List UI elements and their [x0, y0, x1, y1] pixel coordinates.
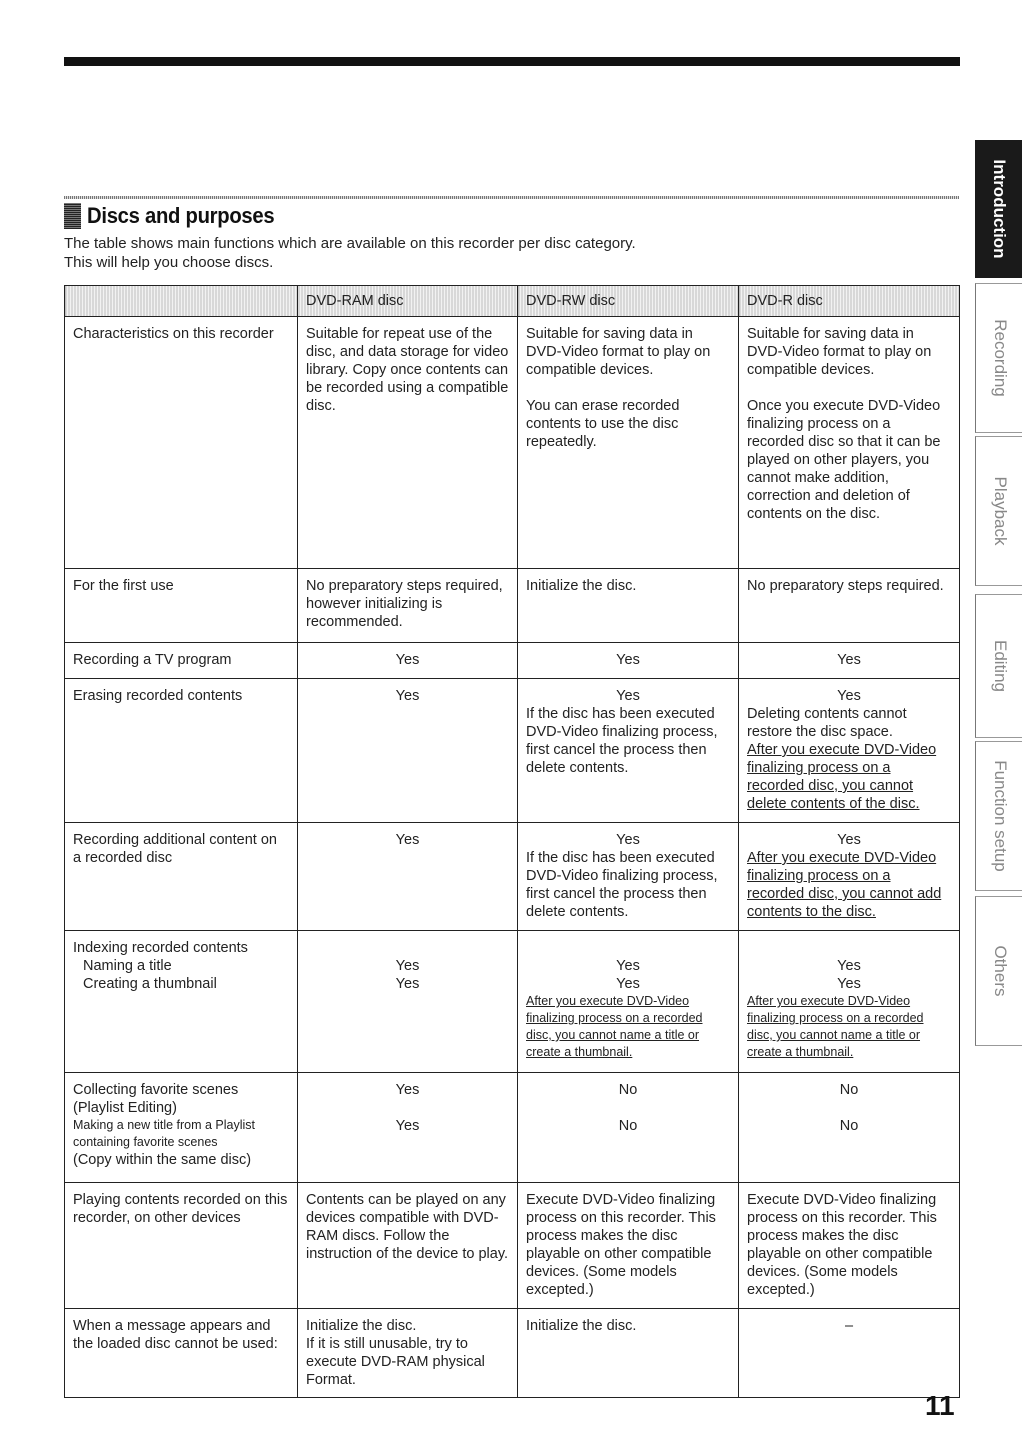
row-label: Recording additional content on a recorded disc	[65, 823, 298, 931]
table-row	[65, 679, 960, 823]
cell-ram: Contents can be played on any devices compatible with DVD-RAM discs. Follow the instruction of the device to play.	[298, 1183, 518, 1309]
cell-text: Yes	[837, 832, 861, 848]
cell-text: After you execute DVD-Video finalizing process on a recorded disc, you cannot name a title or create a thumbnail.	[747, 994, 924, 1059]
tab-others[interactable]	[975, 896, 1022, 1046]
section-intro	[64, 234, 636, 272]
tab-playback[interactable]	[975, 436, 1022, 586]
cell-text: No	[839, 1082, 859, 1098]
header-dvd-rw: DVD-RW disc	[518, 286, 739, 317]
header-blank	[65, 286, 298, 317]
cell-r	[739, 823, 960, 931]
cell-rw	[518, 823, 739, 931]
cell-text: No	[618, 1118, 638, 1134]
row-label: Recording a TV program	[65, 643, 298, 679]
cell-rw: Initialize the disc.	[518, 569, 739, 643]
cell-text: After you execute DVD-Video finalizing process on a recorded disc, you cannot delete contents of the disc.	[747, 742, 937, 812]
cell-text: Yes	[837, 976, 861, 992]
table-row	[65, 1073, 960, 1183]
cell-text: No	[839, 1118, 859, 1134]
section-heading	[64, 202, 291, 230]
table-row	[65, 569, 960, 643]
cell-text: Yes	[616, 688, 640, 704]
cell-text: Yes	[616, 832, 640, 848]
cell-text: Naming a title	[83, 958, 172, 974]
tab-introduction[interactable]	[975, 140, 1022, 278]
disc-purpose-table	[64, 285, 960, 1398]
section-rule	[64, 196, 959, 199]
row-label	[65, 1073, 298, 1183]
cell-text: Once you execute DVD-Video finalizing process on a recorded disc so that it can be played on other players, you cannot make addition, correction and deletion of contents on the disc.	[747, 398, 941, 522]
table-row	[65, 823, 960, 931]
intro-line-2: This will help you choose discs.	[64, 254, 274, 271]
tab-label: Introduction	[989, 159, 1009, 259]
table-header-row	[65, 286, 960, 317]
row-label: When a message appears and the loaded disc cannot be used:	[65, 1309, 298, 1398]
cell-text: Indexing recorded contents	[73, 940, 248, 956]
cell-text: Yes	[395, 976, 420, 992]
cell-text: Yes	[837, 688, 861, 704]
heading-marker-icon	[64, 203, 81, 229]
cell-text: Yes	[395, 1118, 420, 1134]
cell-ram: No preparatory steps required, however initializing is recommended.	[298, 569, 518, 643]
row-label: Erasing recorded contents	[65, 679, 298, 823]
cell-text: After you execute DVD-Video finalizing process on a recorded disc, you cannot add contents to the disc.	[747, 850, 942, 920]
tab-label: Recording	[990, 319, 1010, 397]
cell-ram	[298, 931, 518, 1073]
cell-r	[739, 931, 960, 1073]
tab-label: Playback	[990, 476, 1010, 546]
table-row	[65, 317, 960, 569]
row-label: For the first use	[65, 569, 298, 643]
cell-ram: Yes	[298, 679, 518, 823]
cell-text: If the disc has been executed DVD-Video finalizing process, first cancel the process then delete contents.	[526, 706, 718, 776]
row-label	[65, 931, 298, 1073]
cell-ram: Yes	[298, 643, 518, 679]
header-dvd-ram: DVD-RAM disc	[298, 286, 518, 317]
cell-text: If the disc has been executed DVD-Video finalizing process, first cancel the process then delete contents.	[526, 850, 718, 920]
table-row	[65, 931, 960, 1073]
table-row	[65, 643, 960, 679]
cell-text: Yes	[395, 958, 420, 974]
tab-label: Others	[990, 945, 1010, 997]
cell-rw	[518, 679, 739, 823]
cell-rw	[518, 931, 739, 1073]
cell-text: No	[618, 1082, 638, 1098]
cell-text: Suitable for saving data in DVD-Video format to play on compatible devices.	[747, 326, 932, 378]
cell-r: Execute DVD-Video finalizing process on this recorder. This process makes the disc playable on other compatible devices. (Some models excepted.)	[739, 1183, 960, 1309]
cell-ram	[298, 1309, 518, 1398]
row-label: Playing contents recorded on this recorder, on other devices	[65, 1183, 298, 1309]
cell-text: Collecting favorite scenes	[73, 1082, 239, 1098]
cell-text: Yes	[395, 1082, 420, 1098]
cell-ram: Suitable for repeat use of the disc, and data storage for video library. Copy once contents can be recorded using a compatible disc.	[298, 317, 518, 569]
cell-r	[739, 679, 960, 823]
table-row	[65, 1309, 960, 1398]
cell-text: Initialize the disc.	[306, 1318, 417, 1334]
cell-rw: Execute DVD-Video finalizing process on this recorder. This process makes the disc playable on other compatible devices. (Some models excepted.)	[518, 1183, 739, 1309]
cell-rw	[518, 317, 739, 569]
header-dvd-r: DVD-R disc	[739, 286, 960, 317]
tab-editing[interactable]	[975, 594, 1022, 738]
cell-rw	[518, 1073, 739, 1183]
cell-text: (Copy within the same disc)	[73, 1152, 252, 1168]
cell-r: Yes	[739, 643, 960, 679]
tab-label: Editing	[990, 640, 1010, 692]
cell-text: Deleting contents cannot restore the disc space.	[747, 706, 907, 740]
tab-function-setup[interactable]	[975, 741, 1022, 891]
top-rule	[64, 57, 960, 66]
intro-line-1: The table shows main functions which are available on this recorder per disc category.	[64, 235, 636, 252]
cell-rw: Initialize the disc.	[518, 1309, 739, 1398]
cell-r: –	[739, 1309, 960, 1398]
cell-r	[739, 317, 960, 569]
cell-ram: Yes	[298, 823, 518, 931]
cell-text: After you execute DVD-Video finalizing process on a recorded disc, you cannot name a title or create a thumbnail.	[526, 994, 703, 1059]
tab-recording[interactable]	[975, 283, 1022, 433]
cell-r	[739, 1073, 960, 1183]
cell-text: Yes	[616, 958, 640, 974]
cell-text: Making a new title from a Playlist containing favorite scenes	[73, 1118, 256, 1149]
cell-ram	[298, 1073, 518, 1183]
page-number: 11	[925, 1390, 955, 1421]
row-label: Characteristics on this recorder	[65, 317, 298, 569]
cell-text: If it is still unusable, try to execute DVD-RAM physical Format.	[306, 1336, 485, 1388]
cell-text: Creating a thumbnail	[83, 976, 217, 992]
cell-text: Suitable for saving data in DVD-Video format to play on compatible devices.	[526, 326, 711, 378]
cell-text: (Playlist Editing)	[73, 1100, 177, 1116]
cell-text: You can erase recorded contents to use the disc repeatedly.	[526, 398, 680, 450]
cell-text: Yes	[616, 976, 640, 992]
table-row	[65, 1183, 960, 1309]
cell-r: No preparatory steps required.	[739, 569, 960, 643]
section-title: Discs and purposes	[87, 203, 275, 228]
tab-label: Function setup	[990, 760, 1010, 872]
cell-text: Yes	[837, 958, 861, 974]
cell-rw: Yes	[518, 643, 739, 679]
